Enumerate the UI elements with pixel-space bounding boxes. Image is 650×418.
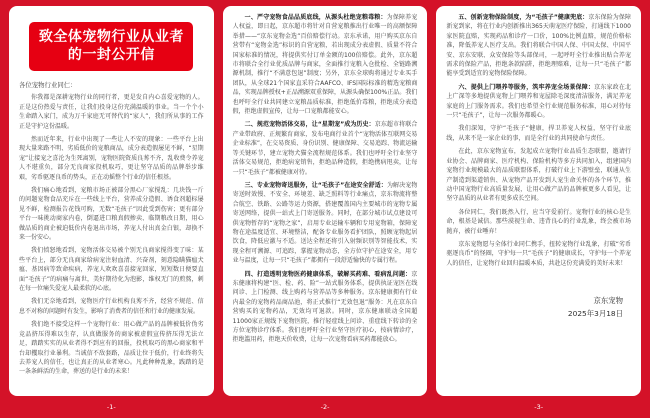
page1-paragraph: 你我都是深耕宠物行业的同行者，更是发自内心喜爱宠物的人。正是这份热爱与责任，让我们投身这份充满温暖的事业。当一个个小生命踏入家门，成为万千家庭无可替代的“家人”，我们所从事的工作正是守护这份温暖。 [19, 94, 204, 130]
section-5 [446, 13, 631, 79]
letter-page-2 [223, 6, 428, 396]
signature-block [446, 294, 631, 320]
section-5-heading: 五、创新宠物保险制度，为“毛孩子”健康兜底： [458, 14, 589, 21]
section-3 [233, 181, 418, 266]
section-6-body: 京东家政在北上广深等多地提供宠物上门喂养和宠屋除毛深度清洁服务，满足养宠家庭的上门服务需求。我们也希望全行业规范服务标准，用心对待每一只“毛孩子”，让每一次服务都暖心。 [446, 83, 632, 120]
page3-paragraph: 我们深知，守护“毛孩子”健康，捍卫养宠人权益，坚守行业底线，从来不是一家企业的事，而是全行业的共同使命与责任。 [446, 125, 632, 142]
page1-paragraph: 我们痛心地看到，宠粮市场正被部分黑心厂家搅乱：几块钱一斤的问题宠物食品充斥在一些线上平台，营养成分造假、诱食剂超标屡见不鲜，检测报告花钱可购，无数“毛孩子”因此受到伤害；更有部分平台一味挑动商家内卷，倒逼进口粮真假掺卖、临期粮改日期，用心做品质的商企被迫低价内卷退出市场，养宠人付出真金白银，却换不来一份安心。 [19, 187, 204, 242]
section-6-heading: 六、提供上门喂养等服务，筑牢养宠全场景保障： [458, 83, 595, 91]
page1-paragraph: 我们无奈地看到，宠物医疗行业机构良莠不齐，经营不规范、信息不对称的问题时有发生，影响了消费者的信任和行业的健康发展。 [19, 298, 204, 315]
page-number-1: -1- [106, 403, 116, 411]
page-number-strip [0, 396, 650, 418]
page1-paragraph: 我们愤怒地看到，宠物活体交易被个别无良商家搅得变了味：某些平台上，部分无良商家给病宠注射血清、兴奋剂，刻意隐瞒猫瘟犬瘟、基因病等致命疾病，养宠人欢欢喜喜接宠回家，短短数日便要直面“毛孩子”的病痛与离世，美好期待化为泡影，维权无门的煎熬，刺在每一位痛失爱宠人最柔软的心底。 [19, 247, 204, 293]
section-3-heading: 三、专业宠物寄送服务，让“毛孩子”在途安全舒适： [244, 181, 387, 189]
section-5-body: 京东保险为保障新宠到家，将在行业内创新推出365天萌宠医疗保险，打通线下1000家医院直赔，实现药品和诊疗一口价，100%比例直赔，规范价格标准，降低养宠人医疗支出。我们将联合中国人保、中国太保、中国平安、京东安联、众安保险等头部保司，一起呼吁全行业推出贴合养宠需求的保险产品，拒绝条款陷阱，拒绝理赔难，让每一只“毛孩子”都能享受到适宜的宠物保险保障。 [446, 14, 632, 78]
section-2 [233, 120, 418, 176]
signature-date: 2025年3月18日 [567, 309, 624, 319]
page1-paragraph: 我们绝不接受这样一个宠物行业：用心做产品的品牌被低价伪劣竞品挤压得难以生存，认真做服务的商家被虚假宣传挤压得无法立足，踏踏实实的从业者得不到应有的回报，投机取巧的黑心商家和平台却攫取行业暴利。当诚信不敌套路，品质让位于低价，行业终将失去养宠人的信任，也让真正的从业者寒心。凡此种种乱象，践踏的是一条条鲜活的生命，葬送的是行业的未来！ [19, 321, 204, 376]
page1-paragraph: 然而近年来，行业中出现了一些让人不安的现象：一些平台上出现大量来路不明、劣质低价的宠粮商品，成分表造假屡见不鲜，“星期宠”让接宠之喜沦为生死离别，宠物医院资质良莠不齐，乱收费令养宠人不堪重负，部分无良商家投机取巧，更让坚守品质的品牌举步维艰，劣币驱逐良币的势头，正在动摇整个行业的信任根基。 [19, 135, 204, 181]
letter-title-line1: 致全体宠物行业从业者 [38, 29, 184, 45]
section-2-heading: 二、规范宠物活体交易，让“星期宠”成为历史： [244, 121, 375, 129]
letter-title-line2: 的一封公开信 [67, 47, 155, 64]
section-1-heading: 一、严守宠物食品品质底线，从源头杜绝宠粮毒粮： [244, 14, 387, 21]
page3-paragraph: 在此，京东宠物宣布，发起成立宠物行业品质生态联盟，邀请行业协会、品牌商家、医疗机构、保险机构等多方共同加入，组建国内宠物行业规模最大的品质联盟体系，打破行业上下游壁垒，联通从生产制造到渠道销售、从宠物产品开发到人宠生命关怀的各个环节，推动中国宠物行业高质量发展，让用心做产品的品牌被更多人看见，让坚守品质的从业者有更多成长空间。 [446, 148, 632, 203]
section-4 [233, 270, 418, 345]
section-2-body: 京东超市将联合产业带政府、正规繁育商家，发布电商行业首个“宠物活体互联网交易企业标准”，在交易资质、身份识别、健康保障、交易追踪、物流运输等关键环节，建立宠物犬猫全流程规范体系。我们也呼吁全行业坚守活体交易规范，拒绝病宠销售，拒绝品种造假，拒绝携病甩卖，让每一只“毛孩子”都被健康对待。 [232, 121, 418, 176]
letter-greeting: 各位宠物行业同仁： [19, 80, 77, 89]
signature-name: 京东宠物 [593, 296, 624, 306]
letter-page-1 [9, 6, 214, 396]
section-1 [233, 13, 418, 116]
letter-title [29, 22, 193, 71]
letter-page-3 [436, 6, 641, 396]
page3-paragraph: 各位同仁，我们既然入行，应当守爱前行。宠物行业的核心是生命，根基是诚信。那些漠视生命、违背良心的行业乱象，终会被市场抛弃，被行业唾弃！ [446, 208, 632, 235]
section-6 [446, 83, 631, 121]
section-1-body: 为保障养宠人权益，即日起，京东超市将针对自营宠粮推出行业唯一的高额保障举措——“京东宠物金选”百倍赔偿行动。京东承诺，用户购买京东自营带有“宠物金选”标识的自营宠粮，若出现成分表虚假、质量不符合国家标准的情况，将提供实付订单金额的100倍赔偿。此外，京东超市将联合全行业优质品牌与商家，全面推行宠粮入仓批检、全链路溯源机制，推行“不满意包退”制度；另外，京东全球购将通过专业买手团队，从全球21个国家直采符合AAFCO、IFS国际标准的精选宠粮商品，实现品牌授权+正品溯源双重保障，从源头确保100%正品。我们也呼吁全行业共同建立宠粮品质标准，拒绝低价毒粮，拒绝成分表造假，拒绝虚假宣传，让每一口宠粮都能安心。 [232, 14, 418, 116]
page-number-3: -3- [534, 403, 544, 411]
section-4-heading: 四、打造透明宠物医药健康体系，破解买药难、看病乱问题： [244, 270, 412, 278]
page-number-2: -2- [320, 403, 330, 411]
page3-paragraph: 京东宠物愿与全体行业同仁携手，扭转宠物行业乱象，打破“劣币驱逐良币”的怪圈，守护每一只“毛孩子”的健康成长，守护每一个养宠人的信任，让宠物行业回归温暖本质，共赴这份充满爱的美好未来！ [446, 240, 632, 267]
section-3-body: 为解决宠物寄送时效慢、不安全、环境差、缺乏照料等行业痛点，京东物流将整合航空、铁路、公路等运力资源，搭建覆盖国内主要城市的宠物专属寄送网络，提供一站式上门寄送服务。同时，在部分城市试点建设可供宠物暂存的“宠物之家”，启用专业运输车辆和专用宠物箱，保障宠物在途温度适宜、环境整洁，配备专业服务看护团队，照顾宠物起居饮食，降低应激与不适。送达全程还将引入射频识别等智能技术，实现全程可溯源、可追踪，掌握宠物动态，全方位守护在途安全，用专业与温度，让每一只“毛孩子”都拥有一段舒适愉快的专属行程。 [232, 181, 418, 265]
section-4-body: 京东健康将构建“医、检、药、险”一站式服务体系，提供执证宠医在线问诊、上门检测、线上购药与营养品等多种服务。京东健康拥有行业内最全的宠物药品商品池，将正式推行“无效包退”服务：凡在京东自营购买的宠物药品，无效均可退款。同时，京东健康联动全国超11000家正规线下宠物医院，推行轻症线上问诊、重症线下转诊的全方位宠物诊疗体系。我们也呼吁全行业坚守医疗初心，按病情诊疗，拒绝滥用药，拒绝天价收费，让每一次宠物看病买药都能放心。 [232, 270, 418, 344]
